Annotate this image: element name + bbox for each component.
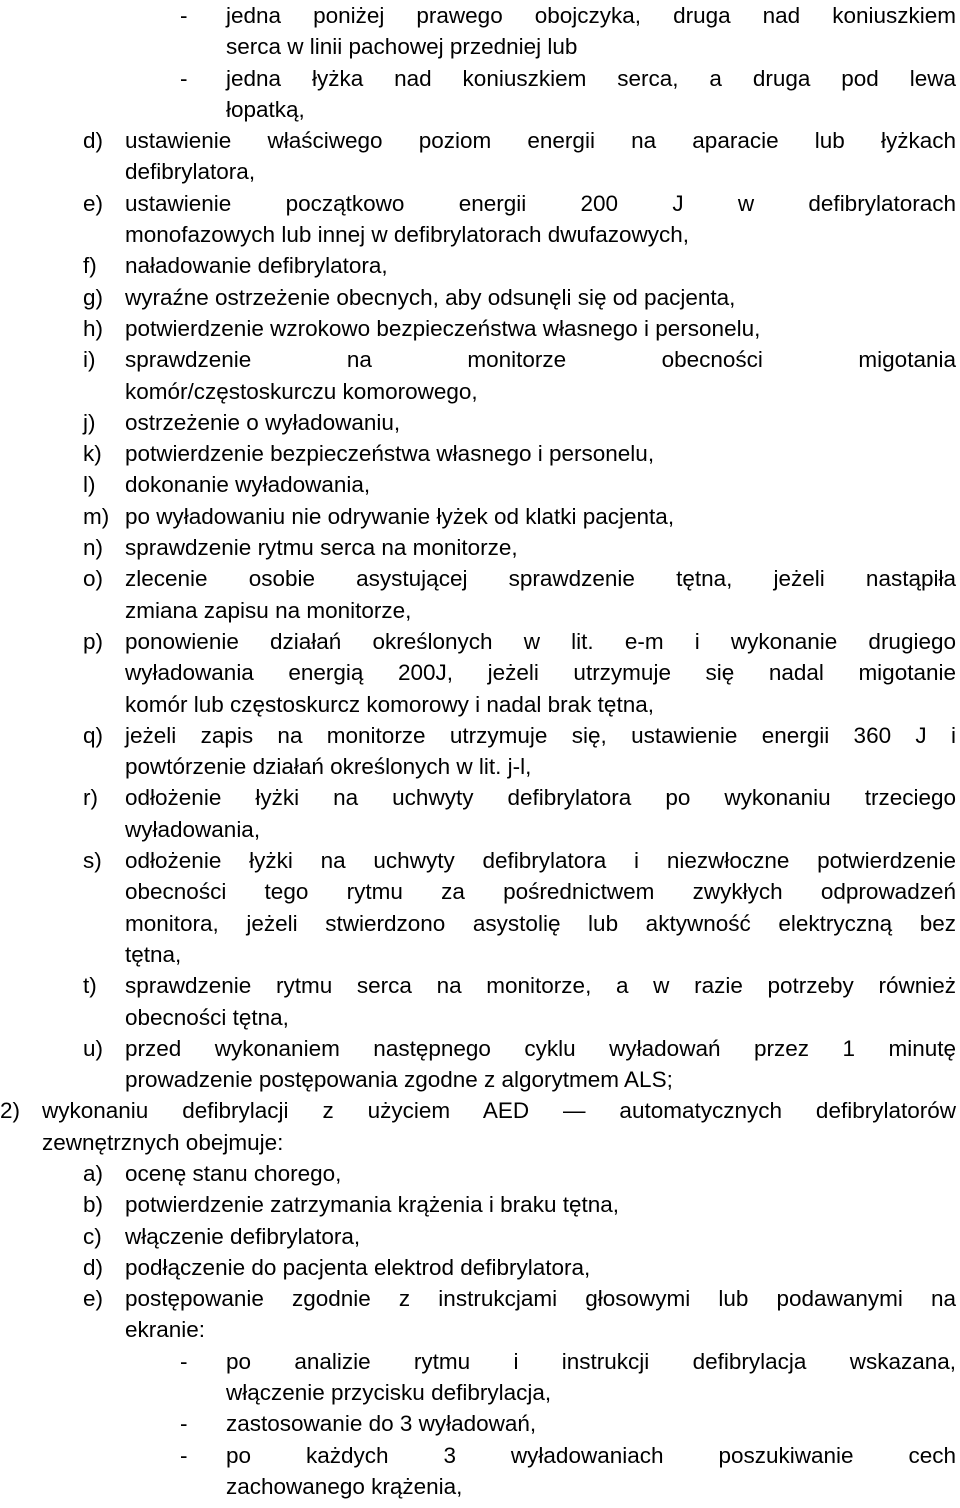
list-item-line: defibrylatora, — [125, 159, 256, 185]
bullet-marker: - — [180, 1411, 188, 1437]
list-marker: f) — [83, 253, 97, 279]
list-item-line: powtórzenie działań określonych w lit. j-l, — [125, 754, 532, 780]
list-item — [180, 0, 956, 63]
list-item-line: ekranie: — [125, 1317, 206, 1343]
list-item — [83, 1283, 956, 1346]
list-item — [180, 63, 956, 126]
list-item-line: wyładowania, — [125, 816, 261, 842]
list-item-line: monitora, jeżeli stwierdzono asystolię lub aktywność elektryczną bez — [125, 910, 956, 936]
list-item — [83, 1221, 956, 1252]
list-item-line: potwierdzenie bezpieczeństwa własnego i personelu, — [125, 441, 655, 467]
list-item-line: monofazowych lub innej w defibrylatorach dwufazowych, — [125, 222, 690, 248]
list-item-line: po analizie rytmu i instrukcji defibrylacja wskazana, — [226, 1348, 956, 1374]
list-item — [180, 1408, 956, 1439]
list-item-line: ostrzeżenie o wyładowaniu, — [125, 409, 401, 435]
list-item-line: obecności tętna, — [125, 1004, 289, 1030]
list-marker: t) — [83, 973, 97, 999]
list-item-line: po każdych 3 wyładowaniach poszukiwanie cech — [226, 1442, 956, 1468]
list-item-line: zmiana zapisu na monitorze, — [125, 597, 412, 623]
list-marker: s) — [83, 848, 102, 874]
list-item — [83, 1252, 956, 1283]
list-item-line: zachowanego krążenia, — [226, 1473, 463, 1499]
list-item-line: sprawdzenie rytmu serca na monitorze, — [125, 535, 518, 561]
list-item — [83, 282, 956, 313]
list-item-line: odłożenie łyżki na uchwyty defibrylatora i niezwłoczne potwierdzenie — [125, 848, 956, 874]
list-item-line: jedna poniżej prawego obojczyka, druga nad koniuszkiem — [226, 3, 956, 28]
list-marker: g) — [83, 284, 104, 310]
list-marker: l) — [83, 472, 96, 498]
list-item-line: ponowienie działań określonych w lit. e-m i wykonanie drugiego — [125, 628, 956, 654]
list-item-line: komór lub częstoskurcz komorowy i nadal brak tętna, — [125, 691, 654, 717]
list-item-line: naładowanie defibrylatora, — [125, 253, 388, 279]
list-item — [83, 1189, 956, 1220]
list-item — [83, 532, 956, 563]
list-item — [83, 188, 956, 251]
list-item-line: po wyładowaniu nie odrywanie łyżek od klatki pacjenta, — [125, 503, 675, 529]
section-2 — [0, 1095, 956, 1158]
list-marker: u) — [83, 1035, 104, 1061]
list-item-line: tętna, — [125, 941, 182, 967]
list-marker: i) — [83, 347, 96, 373]
bullet-marker: - — [180, 65, 188, 91]
list-marker: c) — [83, 1223, 102, 1249]
list-item — [83, 1158, 956, 1189]
bullet-marker: - — [180, 3, 188, 28]
bottom-bullet-list — [0, 1346, 960, 1502]
list-marker: o) — [83, 566, 104, 592]
list-item — [83, 469, 956, 500]
list-marker: n) — [83, 535, 104, 561]
list-item — [180, 1346, 956, 1409]
list-item — [83, 720, 956, 783]
list-item-line: ustawienie początkowo energii 200 J w defibrylatorach — [125, 190, 956, 216]
list-item — [83, 1033, 956, 1096]
list-item-line: jedna łyżka nad koniuszkiem serca, a druga pod lewa — [226, 65, 956, 91]
list-item — [83, 626, 956, 720]
bullet-marker: - — [180, 1348, 188, 1374]
list-item-line: sprawdzenie rytmu serca na monitorze, a w razie potrzeby również — [125, 973, 956, 999]
list-marker: p) — [83, 628, 104, 654]
list-item — [83, 782, 956, 845]
list-marker: b) — [83, 1192, 104, 1218]
list-marker: h) — [83, 315, 104, 341]
list-marker: j) — [83, 409, 96, 435]
list-item — [180, 1440, 956, 1503]
list-marker: r) — [83, 785, 98, 811]
top-bullet-list — [0, 0, 960, 125]
list-item-line: włączenie defibrylatora, — [125, 1223, 361, 1249]
list-marker: e) — [83, 190, 104, 216]
list-item — [83, 438, 956, 469]
list-item-line: łopatką, — [226, 96, 305, 122]
list-marker: k) — [83, 441, 102, 467]
list-item-line: komór/częstoskurczu komorowego, — [125, 378, 478, 404]
list-marker: q) — [83, 722, 104, 748]
list-marker: d) — [83, 128, 104, 154]
list-item — [83, 970, 956, 1033]
list-item-line: postępowanie zgodnie z instrukcjami głosowymi lub podawanymi na — [125, 1286, 956, 1312]
list-item-line: sprawdzenie na monitorze obecności migotania — [125, 347, 956, 373]
section-line: zewnętrznych obejmuje: — [42, 1129, 284, 1155]
section-marker: 2) — [0, 1098, 21, 1124]
section-line: wykonaniu defibrylacji z użyciem AED — automatycznych defibrylatorów — [42, 1098, 956, 1124]
list-item — [83, 344, 956, 407]
list-item — [83, 250, 956, 281]
list-item-line: dokonanie wyładowania, — [125, 472, 371, 498]
list-marker: m) — [83, 503, 110, 529]
list-item-line: ocenę stanu chorego, — [125, 1160, 342, 1186]
list-item-line: serca w linii pachowej przedniej lub — [226, 34, 578, 60]
list-item-line: włączenie przycisku defibrylacja, — [226, 1380, 552, 1406]
list-item-line: odłożenie łyżki na uchwyty defibrylatora po wykonaniu trzeciego — [125, 785, 956, 811]
list-item-line: przed wykonaniem następnego cyklu wyładowań przez 1 minutę — [125, 1035, 956, 1061]
list-item — [83, 563, 956, 626]
aed-steps-list — [0, 1158, 960, 1346]
list-item-line: potwierdzenie wzrokowo bezpieczeństwa własnego i personelu, — [125, 315, 761, 341]
list-item-line: ustawienie właściwego poziom energii na aparacie lub łyżkach — [125, 128, 956, 154]
list-item-line: wyładowania energią 200J, jeżeli utrzymuje się nadal migotanie — [125, 660, 956, 686]
list-item — [83, 501, 956, 532]
list-item — [83, 845, 956, 970]
list-item-line: podłączenie do pacjenta elektrod defibrylatora, — [125, 1254, 591, 1280]
list-marker: d) — [83, 1254, 104, 1280]
defibrillation-steps-list — [0, 125, 960, 1095]
list-item-line: zlecenie osobie asystującej sprawdzenie tętna, jeżeli nastąpiła — [125, 566, 956, 592]
list-item — [83, 313, 956, 344]
list-item-line: zastosowanie do 3 wyładowań, — [226, 1411, 537, 1437]
list-item — [83, 407, 956, 438]
list-item-line: potwierdzenie zatrzymania krążenia i braku tętna, — [125, 1192, 620, 1218]
list-item-line: obecności tego rytmu za pośrednictwem zwykłych odprowadzeń — [125, 879, 956, 905]
list-marker: a) — [83, 1160, 104, 1186]
list-item-line: wyraźne ostrzeżenie obecnych, aby odsunęli się od pacjenta, — [125, 284, 736, 310]
list-marker: e) — [83, 1286, 104, 1312]
list-item-line: jeżeli zapis na monitorze utrzymuje się, ustawienie energii 360 J i — [125, 722, 956, 748]
list-item-line: prowadzenie postępowania zgodne z algorytmem ALS; — [125, 1067, 673, 1093]
list-item — [83, 125, 956, 188]
bullet-marker: - — [180, 1442, 188, 1468]
